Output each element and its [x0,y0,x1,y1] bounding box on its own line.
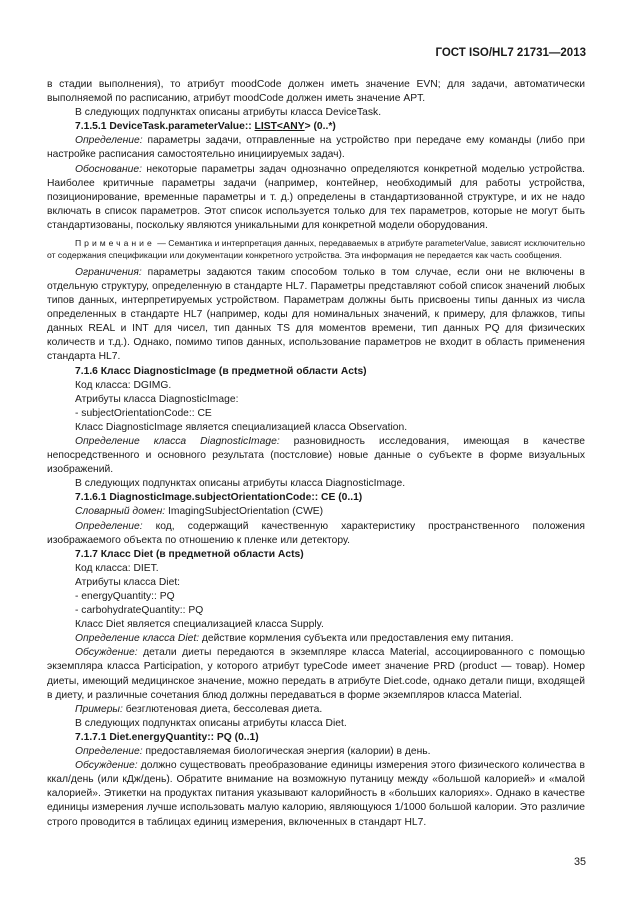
paragraph: Класс Diet является специализацией класса Supply. [75,619,324,631]
paragraph: Определение: код, содержащий качественную характеристику пространственного положения изображаемого объекта по отношению к пленке или детектору. [47,520,585,546]
paragraph: Определение класса Diet: действие кормления субъекта или предоставления ему питания. [75,633,514,645]
list-item: - carbohydrateQuantity:: PQ [75,605,204,617]
section-heading: 7.1.7 Класс Diet (в предметной области Acts) [75,548,304,560]
list-item: - energyQuantity:: PQ [75,591,175,602]
paragraph: В следующих подпунктах описаны атрибуты класса DiagnosticImage. [75,478,406,490]
paragraph: в стадии выполнения), то атрибут moodCode должен иметь значение EVN; для задачи, автоматически выполняемой по расписанию, атрибут moodCode должен иметь значение APT. [47,79,585,105]
section-heading: 7.1.7.1 Diet.energyQuantity:: PQ (0..1) [75,731,259,743]
paragraph: Код класса: DIET. [75,562,159,574]
page-number: 35 [573,856,586,868]
paragraph: Словарный домен: ImagingSubjectOrientation (CWE) [75,506,324,518]
section-heading: 7.1.6.1 DiagnosticImage.subjectOrientationCode:: CE (0..1) [75,492,363,504]
paragraph: Обсуждение: должно существовать преобразование единицы измерения этого физического количества в ккал/день (или кДж/день). Обратите внимание на возможную путаницу между «большой калорией» и «малой калорией». Этикетки на продуктах питания указывают калорийность в «больших калориях». Однако в качестве единицы измерения лучше использовать малую калорию, являющуюся 1/1000 большой калории. Это различие строго проводится в таблицах единиц измерения, включенных в стандарт HL7. [47,760,585,828]
paragraph: Определение: предоставляемая биологическая энергия (калории) в день. [75,746,431,758]
paragraph: Атрибуты класса Diet: [75,576,181,588]
paragraph: Атрибуты класса DiagnosticImage: [75,393,239,405]
document-header: ГОСТ ISO/HL7 21731—2013 [435,47,586,59]
paragraph: Обсуждение: детали диеты передаются в экземпляре класса Material, ассоциированного с помощью экземпляра класса Participation, у которого атрибут typeCode имеет значение PRD (product — товар). Номер диеты, имеющий медицинское значение, можно передать в атрибуте Diet.code, однако детали пищи, входящей в диету, и различные сочетания блюд должны передаваться в форме экземпляров класса Material. [47,647,585,701]
paragraph: Определение класса DiagnosticImage: разновидность исследования, имеющая в качестве непосредственного и основного результата (постсловие) новые данные о субъекте в форме визуальных изображений. [47,435,585,476]
paragraph: Обоснование: некоторые параметры задач однозначно определяются конкретной моделью устройства. Наиболее критичные параметры задачи (например, контейнер, необходимый для работы устройства, позиционирование, временные параметры и т. д.) определены в стандартизованной структуре, и их не надо включать в список параметров. Этот список используется только для тех параметров, которые не могут быть стандартизованы, поскольку являются уникальными для конкретной модели оборудования. [47,163,585,231]
paragraph: Код класса: DGIMG. [75,379,172,391]
paragraph: Примеры: безглютеновая диета, бессолевая диета. [75,703,323,715]
section-heading: 7.1.5.1 DeviceTask.parameterValue:: LIST<ANY> (0..*) [75,121,336,133]
section-heading: 7.1.6 Класс DiagnosticImage (в предметной области Acts) [75,365,367,377]
paragraph: Класс DiagnosticImage является специализацией класса Observation. [75,421,408,433]
paragraph: В следующих подпунктах описаны атрибуты класса Diet. [75,717,347,729]
paragraph: Ограничения: параметры задаются таким способом только в том случае, если они не включены в отдельную структуру, определенную в стандарте HL7. Параметры представляют собой список значений любых типов данных, интерпретируемых устройством. Параметрам должны быть присвоены типы данных из числа определенных в стандарте HL7 (например, коды для номинальных значений, к примеру, для флажков, типы данных REAL и INT для чисел, тип данных TS для моментов времени, тип данных PQ для физических количеств и т.д.). Однако, помимо типов данных, использование параметров не входит в область применения стандарта HL7. [47,266,585,363]
paragraph: В следующих подпунктах описаны атрибуты класса DeviceTask. [75,107,382,119]
paragraph: Определение: параметры задачи, отправленные на устройство при передаче ему команды (либо при настройке расписания самостоятельно инициируемых задач). [47,135,585,161]
note: Примечание — Семантика и интерпретация данных, передаваемых в атрибуте parameterValue, зависят исключительно от содержания спецификации или документации конкретного устройства. Эта информация не передается как часть сообщения. [47,238,585,261]
list-item: - subjectOrientationCode:: CE [75,407,212,419]
page-content [47,78,585,830]
